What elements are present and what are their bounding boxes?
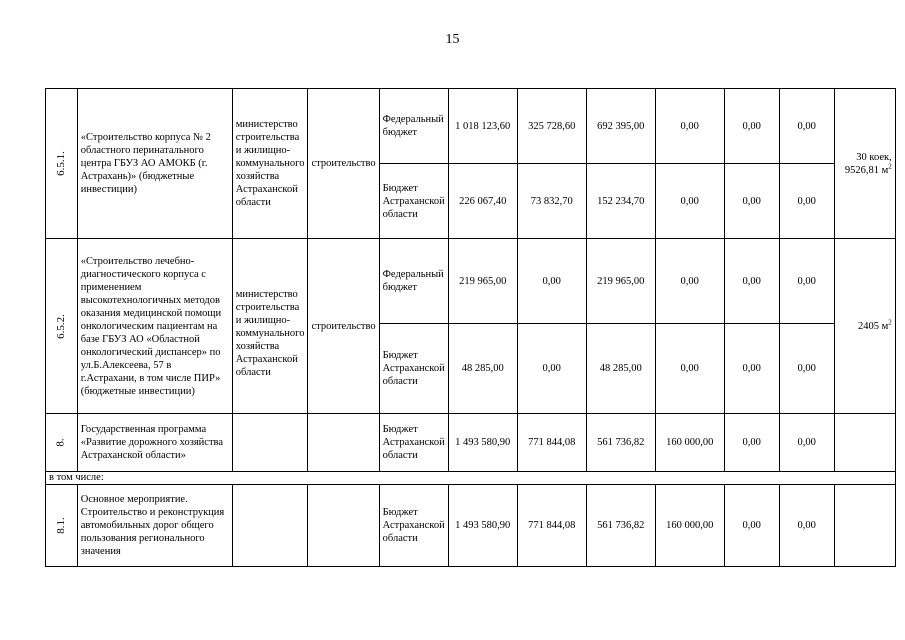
result-cell: 30 коек, 9526,81 $м^2$ — [834, 89, 895, 239]
value-cell: 0,00 — [724, 414, 779, 472]
value-cell: 0,00 — [517, 239, 586, 324]
value-cell: 226 067,40 — [448, 164, 517, 239]
value-cell: 0,00 — [779, 89, 834, 164]
value-cell: 0,00 — [724, 164, 779, 239]
value-cell: 0,00 — [655, 89, 724, 164]
row-number: 6.5.2. — [46, 239, 78, 414]
value-cell: 561 736,82 — [586, 485, 655, 567]
value-cell: 48 285,00 — [586, 324, 655, 414]
funding-source: Федеральный бюджет — [379, 89, 448, 164]
funding-source: Бюджет Астраханской области — [379, 414, 448, 472]
value-cell: 160 000,00 — [655, 485, 724, 567]
value-cell: 0,00 — [779, 164, 834, 239]
funding-source: Бюджет Астраханской области — [379, 324, 448, 414]
value-cell: 0,00 — [724, 485, 779, 567]
value-cell: 1 493 580,90 — [448, 485, 517, 567]
work-type: строительство — [308, 239, 379, 414]
value-cell: 771 844,08 — [517, 414, 586, 472]
value-cell: 73 832,70 — [517, 164, 586, 239]
work-type — [308, 485, 379, 567]
value-cell: 1 493 580,90 — [448, 414, 517, 472]
row-number: 8.1. — [46, 485, 78, 567]
value-cell: 0,00 — [779, 324, 834, 414]
measure-name: Основное мероприятие. Строительство и реконструкция автомобильных дорог общего пользования регионального значения — [77, 485, 232, 567]
funding-source: Федеральный бюджет — [379, 239, 448, 324]
table-row — [46, 89, 896, 164]
work-type: строительство — [308, 89, 379, 239]
value-cell: 0,00 — [655, 324, 724, 414]
table-row — [46, 485, 896, 567]
value-cell: 0,00 — [724, 239, 779, 324]
table-row — [46, 414, 896, 472]
measure-name: «Строительство корпуса № 2 областного перинатального центра ГБУЗ АО АМОКБ (г. Астрахань)» (бюджетные инвестиции) — [77, 89, 232, 239]
value-cell: 325 728,60 — [517, 89, 586, 164]
value-cell: 0,00 — [517, 324, 586, 414]
value-cell: 0,00 — [779, 239, 834, 324]
value-cell: 0,00 — [655, 164, 724, 239]
responsible-org — [232, 414, 308, 472]
value-cell: 0,00 — [655, 239, 724, 324]
responsible-org: министерство строительства и жилищно-коммунального хозяйства Астраханской области — [232, 239, 308, 414]
value-cell: 0,00 — [779, 485, 834, 567]
subheading-row — [46, 472, 896, 485]
value-cell: 219 965,00 — [448, 239, 517, 324]
result-cell — [834, 414, 895, 472]
subheading: в том числе: — [46, 472, 896, 485]
result-cell — [834, 485, 895, 567]
value-cell: 692 395,00 — [586, 89, 655, 164]
program-table — [45, 88, 896, 567]
table-row — [46, 239, 896, 324]
value-cell: 0,00 — [779, 414, 834, 472]
value-cell: 152 234,70 — [586, 164, 655, 239]
value-cell: 219 965,00 — [586, 239, 655, 324]
value-cell: 0,00 — [724, 324, 779, 414]
work-type — [308, 414, 379, 472]
value-cell: 48 285,00 — [448, 324, 517, 414]
funding-source: Бюджет Астраханской области — [379, 485, 448, 567]
result-cell: 2405 $м^2$ — [834, 239, 895, 414]
value-cell: 771 844,08 — [517, 485, 586, 567]
value-cell: 0,00 — [724, 89, 779, 164]
measure-name: «Строительство лечебно-диагностического корпуса с применением высокотехнологичных методов оказания медицинской помощи онкологическим пациентам на базе ГБУЗ АО «Областной онкологический диспансер» по ул.Б.Алексеева, 57 в г.Астрахани, в том числе ПИР» (бюджетные инвестиции) — [77, 239, 232, 414]
measure-name: Государственная программа «Развитие дорожного хозяйства Астраханской области» — [77, 414, 232, 472]
row-number: 6.5.1. — [46, 89, 78, 239]
value-cell: 561 736,82 — [586, 414, 655, 472]
responsible-org — [232, 485, 308, 567]
page-number: 15 — [445, 32, 460, 47]
row-number: 8. — [46, 414, 78, 472]
responsible-org: министерство строительства и жилищно-коммунального хозяйства Астраханской области — [232, 89, 308, 239]
value-cell: 1 018 123,60 — [448, 89, 517, 164]
value-cell: 160 000,00 — [655, 414, 724, 472]
funding-source: Бюджет Астраханской области — [379, 164, 448, 239]
